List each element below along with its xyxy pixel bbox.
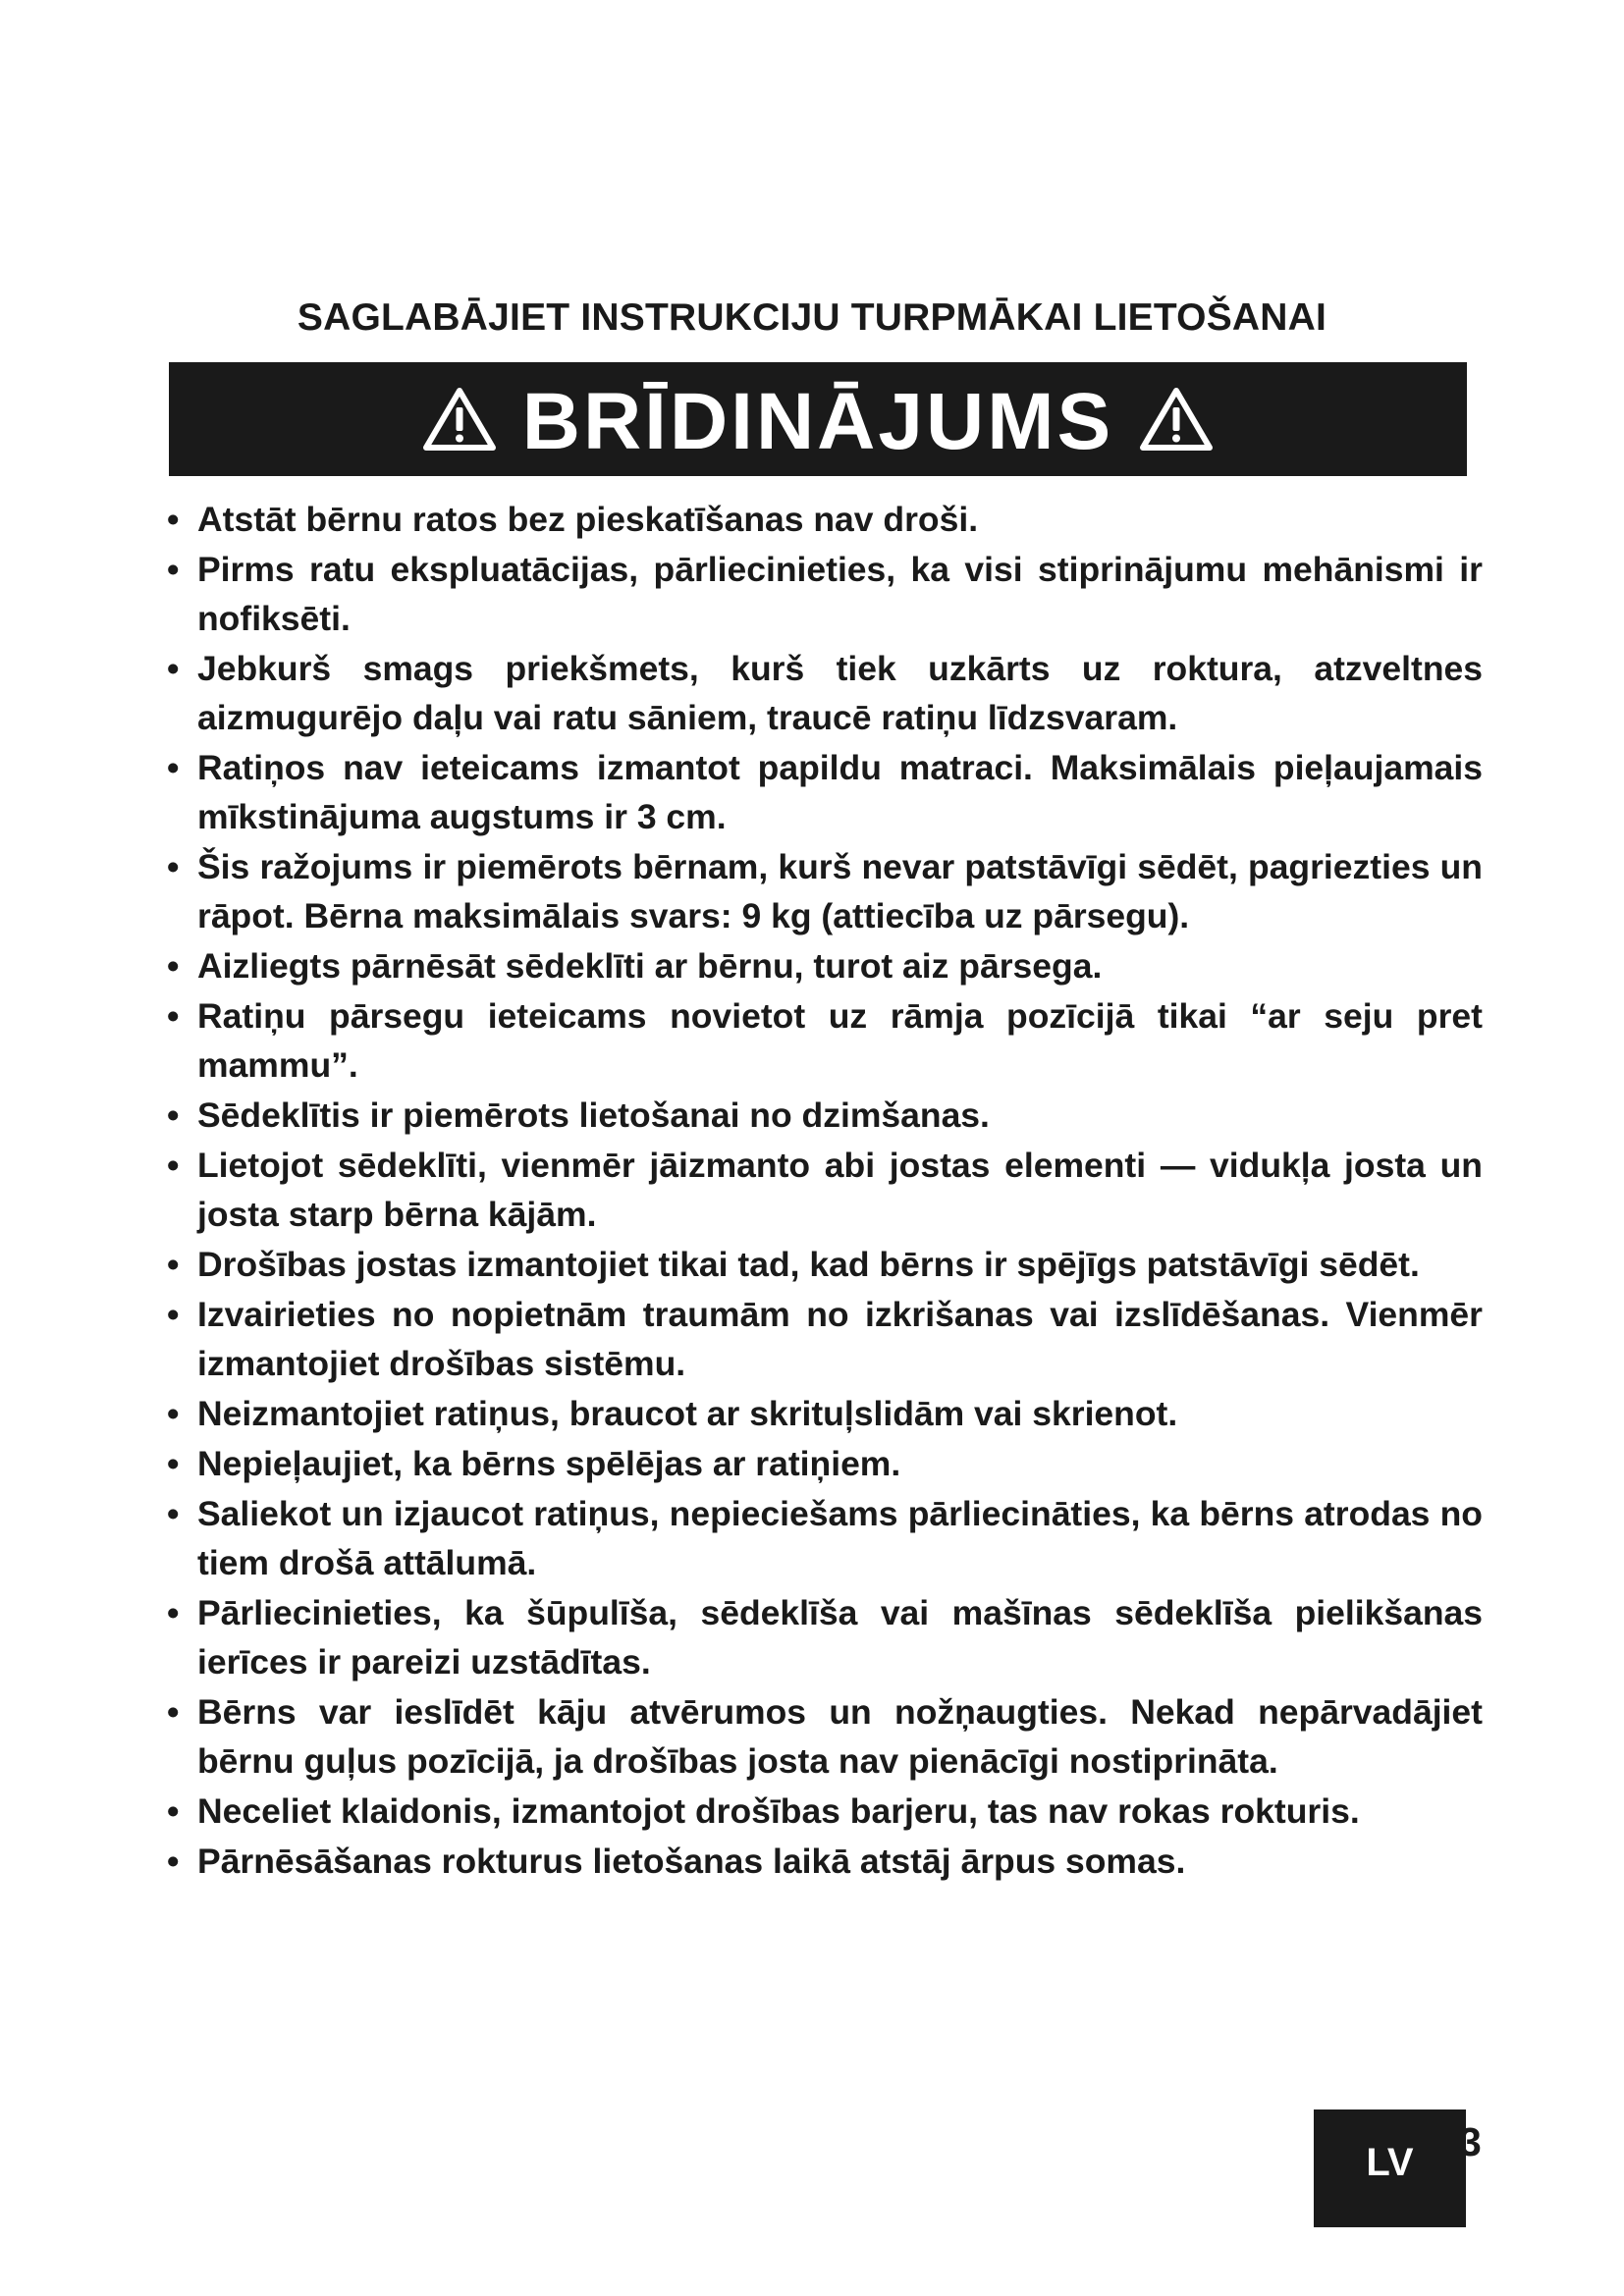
list-item [167, 1290, 1483, 1388]
bullet: • [167, 550, 180, 589]
page-number: 3 [1459, 2119, 1482, 2164]
list-item-text: Pārnēsāšanas rokturus lietošanas laikā atstāj ārpus somas. [197, 1842, 1186, 1881]
warning-triangle-icon [422, 386, 497, 453]
list-item-text: Bērns var ieslīdēt kāju atvērumos un nožņaugties. Nekad nepārvadājiet bērnu guļus pozīcijā, ja drošības josta nav pienācīgi nostiprināta. [197, 1692, 1483, 1781]
bullet: • [167, 847, 180, 886]
list-item [167, 644, 1483, 742]
bullet: • [167, 1146, 180, 1185]
bullet: • [167, 649, 180, 688]
list-item [167, 991, 1483, 1090]
list-item [167, 941, 1483, 990]
bullet: • [167, 946, 180, 986]
list-item-text: Pirms ratu ekspluatācijas, pārliecinieties, ka visi stiprinājumu mehānismi ir nofiksēti. [197, 550, 1483, 638]
bullet: • [167, 1444, 180, 1483]
language-code: LV [1366, 2141, 1414, 2184]
language-tab [1314, 2109, 1466, 2227]
list-item [167, 495, 1483, 544]
list-item-text: Atstāt bērnu ratos bez pieskatīšanas nav droši. [197, 500, 979, 539]
list-item [167, 1389, 1483, 1438]
list-item [167, 842, 1483, 940]
list-item-text: Saliekot un izjaucot ratiņus, nepieciešams pārliecināties, ka bērns atrodas no tiem drošā attālumā. [197, 1494, 1483, 1582]
list-item-text: Izvairieties no nopietnām traumām no izkrišanas vai izslīdēšanas. Vienmēr izmantojiet drošības sistēmu. [197, 1295, 1483, 1383]
list-item-text: Jebkurš smags priekšmets, kurš tiek uzkārts uz roktura, atzveltnes aizmugurējo daļu vai ratu sāniem, traucē ratiņu līdzsvaram. [197, 649, 1483, 737]
bullet: • [167, 500, 180, 539]
page-subtitle: SAGLABĀJIET INSTRUKCIJU TURPMĀKAI LIETOŠANAI [297, 296, 1327, 339]
list-item [167, 1787, 1483, 1836]
list-item-text: Neizmantojiet ratiņus, braucot ar skrituļslidām vai skrienot. [197, 1394, 1178, 1433]
list-item-text: Nepieļaujiet, ka bērns spēlējas ar ratiņiem. [197, 1444, 901, 1483]
list-item-text: Aizliegts pārnēsāt sēdeklīti ar bērnu, turot aiz pārsega. [197, 946, 1103, 986]
list-item-text: Drošības jostas izmantojiet tikai tad, kad bērns ir spējīgs patstāvīgi sēdēt. [197, 1245, 1420, 1284]
bullet: • [167, 748, 180, 787]
bullet: • [167, 1295, 180, 1334]
list-item [167, 1837, 1483, 1886]
list-item-text: Lietojot sēdeklīti, vienmēr jāizmanto abi jostas elementi — vidukļa josta un josta starp bērna kājām. [197, 1146, 1483, 1234]
list-item [167, 1588, 1483, 1686]
bullet: • [167, 1245, 180, 1284]
bullet: • [167, 1394, 180, 1433]
list-item-text: Neceliet klaidonis, izmantojot drošības barjeru, tas nav rokas rokturis. [197, 1791, 1360, 1831]
list-item [167, 545, 1483, 643]
warning-banner [169, 362, 1467, 476]
bullet: • [167, 1692, 180, 1732]
list-item [167, 1687, 1483, 1786]
list-item [167, 1141, 1483, 1239]
list-item [167, 1439, 1483, 1488]
list-item [167, 1091, 1483, 1140]
warning-title: BRĪDINĀJUMS [521, 377, 1114, 466]
bullet: • [167, 1791, 180, 1831]
list-item [167, 743, 1483, 841]
warnings-list [167, 495, 1483, 1887]
bullet: • [167, 1095, 180, 1135]
bullet: • [167, 1842, 180, 1881]
bullet: • [167, 1593, 180, 1632]
list-item [167, 1489, 1483, 1587]
list-item [167, 1240, 1483, 1289]
bullet: • [167, 1494, 180, 1533]
warning-triangle-icon [1139, 386, 1214, 453]
list-item-text: Ratiņu pārsegu ieteicams novietot uz rāmja pozīcijā tikai “ar seju pret mammu”. [197, 996, 1483, 1085]
list-item-text: Sēdeklītis ir piemērots lietošanai no dzimšanas. [197, 1095, 990, 1135]
bullet: • [167, 996, 180, 1036]
list-item-text: Ratiņos nav ieteicams izmantot papildu matraci. Maksimālais pieļaujamais mīkstinājuma augstums ir 3 cm. [197, 748, 1483, 836]
list-item-text: Šis ražojums ir piemērots bērnam, kurš nevar patstāvīgi sēdēt, pagriezties un rāpot. Bērna maksimālais svars: 9 kg (attiecība uz pārsegu). [197, 847, 1483, 935]
list-item-text: Pārliecinieties, ka šūpulīša, sēdeklīša vai mašīnas sēdeklīša pielikšanas ierīces ir pareizi uzstādītas. [197, 1593, 1483, 1682]
